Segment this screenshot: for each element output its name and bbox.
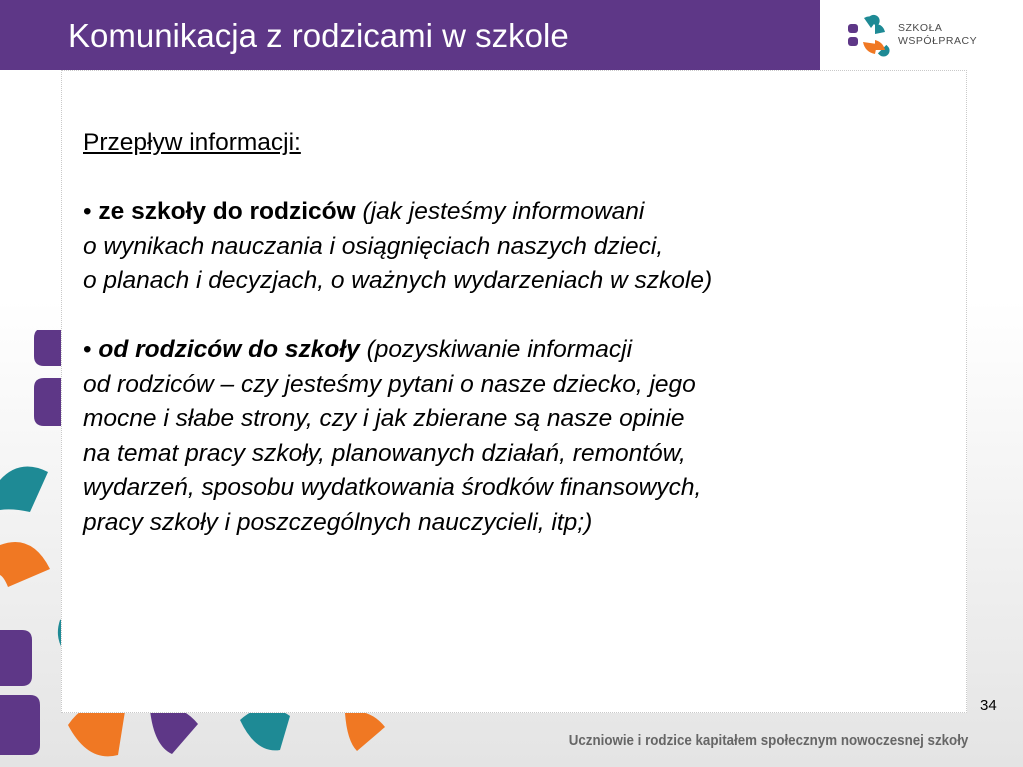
bullet-1-italic: (jak jesteśmy informowani [362, 198, 645, 225]
bullet: • [83, 336, 92, 363]
bullet-item-2 [83, 333, 953, 368]
bullet-2-line: od rodziców – czy jesteśmy pytani o nasze dziecko, jego [83, 370, 696, 398]
bullet-1-line: o wynikach nauczania i osiągnięciach naszych dzieci, [83, 232, 664, 260]
logo-line-1: SZKOŁA [898, 22, 943, 34]
logo-text [898, 22, 977, 48]
slide-content [83, 126, 953, 540]
bullet-1-bold: ze szkoły do rodziców [98, 198, 356, 225]
bullet-2-line: wydarzeń, sposobu wydatkowania środków finansowych, [83, 474, 702, 501]
bullet-2-bold: od rodziców do szkoły [98, 336, 360, 363]
logo-icon [845, 12, 891, 58]
bullet-2-italic: (pozyskiwanie informacji [366, 336, 633, 363]
page-number: 34 [980, 697, 997, 714]
logo-line-2: WSPÓŁPRACY [898, 35, 978, 47]
bullet-2-line: mocne i słabe strony, czy i jak zbierane są nasze opinie [83, 405, 685, 432]
bullet-1-line: o planach i decyzjach, o ważnych wydarzeniach w szkole) [83, 267, 713, 294]
header-bar [0, 0, 820, 70]
footer-tagline: Uczniowie i rodzice kapitałem społecznym nowoczesnej szkoły [568, 733, 968, 749]
bullet-2-line: na temat pracy szkoły, planowanych działań, remontów, [83, 439, 686, 467]
bullet-2-line: pracy szkoły i poszczególnych nauczycieli, itp;) [83, 508, 593, 536]
bullet: • [83, 198, 92, 225]
content-heading: Przepływ informacji: [83, 129, 301, 156]
slide-title: Komunikacja z rodzicami w szkole [68, 17, 569, 54]
bullet-item-1 [83, 195, 953, 230]
